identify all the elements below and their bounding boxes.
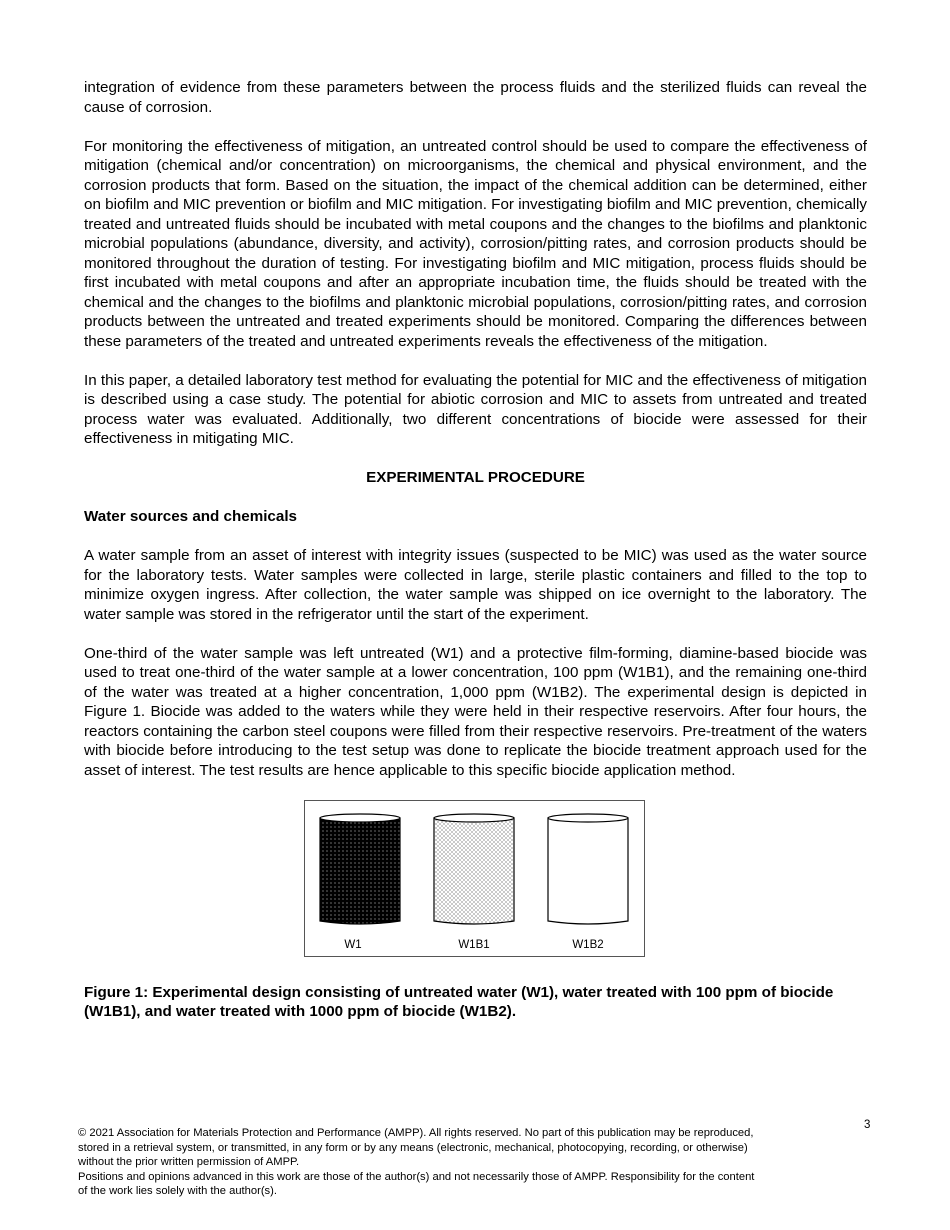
footer-line: stored in a retrieval system, or transmitted, in any form or by any means (electronic, mechanical, photocopying, recording, or otherwise) [78, 1141, 748, 1154]
page-content [84, 78, 867, 1022]
label-w1b1: W1B1 [458, 938, 490, 951]
page-number: 3 [864, 1119, 871, 1131]
label-w1b2: W1B2 [572, 938, 604, 951]
paragraph-treatment-design: One-third of the water sample was left untreated (W1) and a protective film-forming, diamine-based biocide was used to treat one-third of the water sample at a lower concentration, 100 ppm (W1B1), and the remaining one-third of the water was treated at a higher concentration, 1,000 ppm (W1B2). The experimental design is depicted in Figure 1. Biocide was added to the waters while they were held in their respective reservoirs. After four hours, the reactors containing the carbon steel coupons were filled from their respective reservoirs. Pre-treatment of the waters with biocide before introducing to the test setup was done to replicate the biocide treatment approach used for the asset of interest. The test results are hence applicable to this specific biocide application method. [84, 644, 867, 779]
paragraph-water-sample: A water sample from an asset of interest with integrity issues (suspected to be MIC) was used as the water source for the laboratory tests. Water samples were collected in large, sterile plastic containers and filled to the top to minimize oxygen ingress. After collection, the water sample was shipped on ice overnight to the laboratory. The water sample was stored in the refrigerator until the start of the experiment. [84, 547, 867, 623]
footer-line: of the work lies solely with the author(s). [78, 1185, 277, 1198]
paragraph-intro-continuation: integration of evidence from these parameters between the process fluids and the sterilized fluids can reveal the cause of corrosion. [84, 79, 867, 116]
figure-1-diagram [305, 801, 646, 958]
footer-line: Positions and opinions advanced in this work are those of the author(s) and not necessarily those of AMPP. Responsibility for the content [78, 1170, 755, 1183]
w1-reservoir-icon [320, 814, 400, 924]
paragraph-paper-scope: In this paper, a detailed laboratory test method for evaluating the potential for MIC and the effectiveness of mitigation is described using a case study. The potential for abiotic corrosion and MIC to assets from untreated and treated process water was evaluated. Additionally, two different concentrations of biocide were assessed for their effectiveness in mitigating MIC. [84, 371, 867, 447]
label-w1: W1 [344, 938, 362, 951]
paragraph-mitigation-monitoring: For monitoring the effectiveness of mitigation, an untreated control should be used to compare the effectiveness of mitigation (chemical and/or concentration) on microorganisms, the chemical and physical environment, and the corrosion products that form. Based on the situation, the impact of the chemical addition can be determined, either on biofilm and MIC prevention or biofilm and MIC mitigation. For investigating biofilm and MIC prevention, chemically treated and untreated fluids should be incubated with metal coupons and the changes to the biofilms and planktonic microbial populations (abundance, diversity, and activity), corrosion/pitting rates, and corrosion products should be monitored throughout the duration of testing. For investigating biofilm and MIC mitigation, process fluids should be first incubated with metal coupons and after an appropriate incubation time, the fluids should be treated with the chemical and the changes to the biofilms and planktonic microbial populations, corrosion/pitting rates, and corrosion products between the untreated and treated experiments should be monitored. Comparing the differences between these parameters of the treated and untreated experiments reveals the effectiveness of the mitigation. [84, 137, 867, 350]
footer-line: © 2021 Association for Materials Protection and Performance (AMPP). All rights reserved. No part of this publication may be reproduced, [78, 1127, 754, 1139]
figure-1-frame [304, 800, 645, 957]
figure-1-caption: Figure 1: Experimental design consisting of untreated water (W1), water treated with 100 ppm of biocide (W1B1), and water treated with 1000 ppm of biocide (W1B2). [84, 983, 834, 1020]
subsection-heading-water-sources: Water sources and chemicals [84, 508, 297, 525]
w1b2-reservoir-icon [548, 814, 628, 924]
section-heading-experimental-procedure: EXPERIMENTAL PROCEDURE [366, 469, 585, 486]
copyright-footer [78, 1126, 848, 1199]
w1b1-reservoir-icon [434, 814, 514, 924]
footer-line: without the prior written permission of AMPP. [78, 1156, 300, 1169]
figure-1 [84, 800, 867, 960]
